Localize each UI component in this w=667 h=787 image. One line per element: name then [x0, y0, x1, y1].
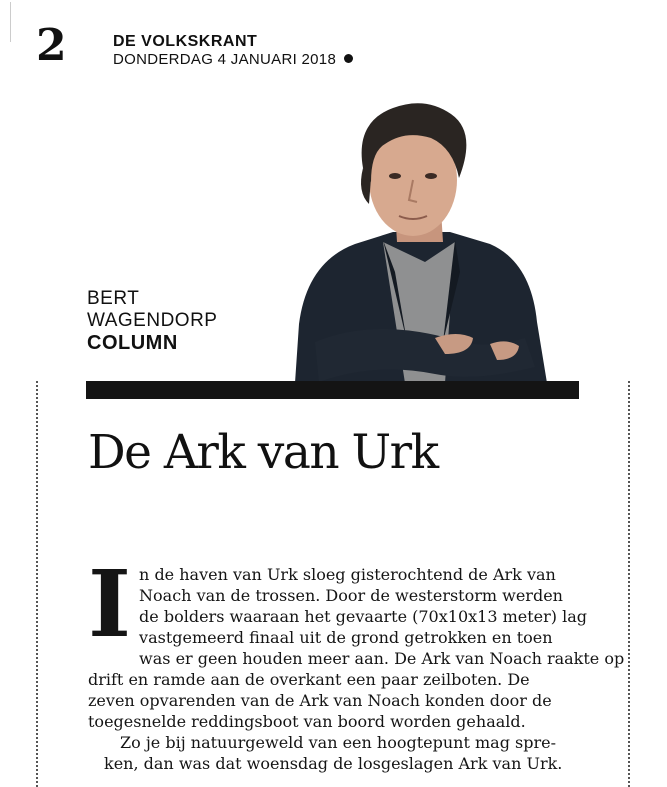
author-photo — [285, 92, 547, 383]
issue-date: DONDERDAG 4 JANUARI 2018 — [113, 51, 337, 68]
paragraph-1 — [88, 550, 625, 732]
dotted-border-right — [628, 381, 630, 787]
dotted-border-left — [36, 381, 38, 787]
column-byline — [87, 288, 217, 354]
article-body — [88, 550, 625, 774]
body-line: zeven opvarenden van de Ark van Noach konden door de — [88, 691, 552, 710]
body-line: drift en ramde aan de overkant een paar zeilboten. De — [88, 670, 530, 689]
paragraph-2 — [88, 732, 586, 774]
body-line: toegesnelde reddingsboot van boord worden gehaald. — [88, 712, 526, 731]
body-line: vastgemeerd finaal uit de grond getrokken en toen — [139, 628, 553, 647]
author-last-name: WAGENDORP — [87, 310, 218, 331]
section-label: COLUMN — [87, 332, 178, 354]
body-line: de bolders waaraan het gevaarte (70x10x13 meter) lag — [139, 607, 587, 626]
body-line: was er geen houden meer aan. De Ark van Noach raakte op — [139, 649, 625, 668]
bullet-dot-icon — [344, 54, 353, 63]
author-first-name: BERT — [87, 288, 140, 309]
column-header-bar — [86, 381, 579, 399]
issue-date-row — [113, 51, 353, 69]
newspaper-name: DE VOLKSKRANT — [113, 33, 258, 50]
body-line: n de haven van Urk sloeg gisterochtend de Ark van — [139, 565, 556, 584]
masthead — [113, 33, 353, 69]
page-number: 2 — [36, 20, 67, 71]
body-line: Zo je bij natuurgeweld van een hoogtepunt mag spre- — [120, 733, 556, 752]
body-line: Noach van de trossen. Door de westerstorm werden — [139, 586, 563, 605]
article-headline: De Ark van Urk — [88, 425, 438, 480]
body-line: ken, dan was dat woensdag de losgeslagen Ark van Urk. — [104, 754, 563, 773]
page-corner-mark — [10, 2, 33, 42]
drop-cap: I — [88, 550, 132, 658]
